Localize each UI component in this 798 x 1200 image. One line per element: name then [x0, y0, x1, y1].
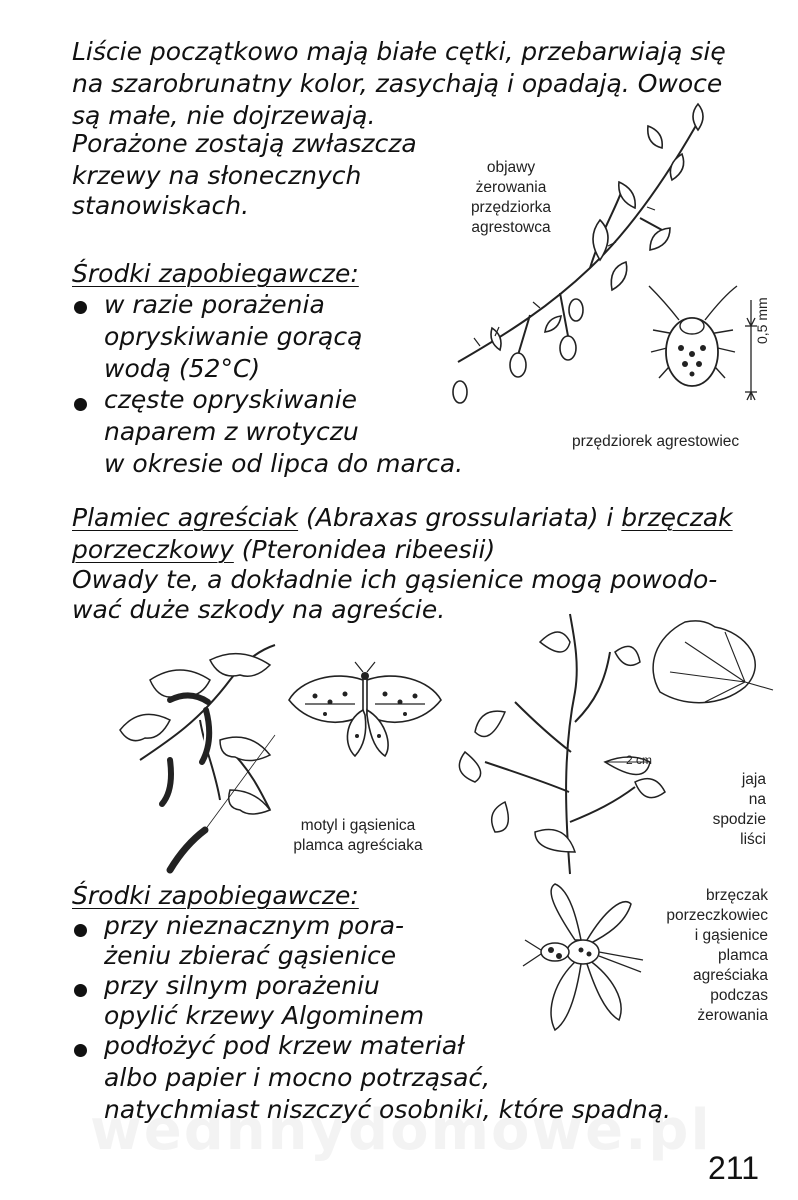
caption-moth: [280, 816, 436, 856]
pest-latin-2: (Pteronidea ribeesii): [233, 535, 496, 564]
caption-line: porzeczkowiec: [666, 907, 768, 924]
bullet-line: częste opryskiwanie: [104, 385, 358, 414]
intro-line: na szarobrunatny kolor, zasychają i opadają. Owoce: [72, 69, 723, 98]
bullet-line: opylić krzewy Algominem: [104, 1001, 425, 1030]
intro-line: Liście początkowo mają białe cętki, przebarwiają się: [72, 37, 726, 66]
bullet-dot: [74, 301, 87, 314]
pest-desc-line: Owady te, a dokładnie ich gąsienice mogą powodo-: [72, 565, 718, 594]
pest-latin-1: (Abraxas grossulariata) i: [298, 503, 622, 532]
caption-line: żerowania: [697, 1007, 768, 1024]
sawfly-illustration: [515, 880, 655, 1040]
bullet-dot: [74, 1044, 87, 1057]
caption-line: podczas: [710, 987, 768, 1004]
intro-line: Porażone zostają zwłaszcza: [72, 129, 417, 158]
bullet-line: podłożyć pod krzew materiał: [104, 1031, 465, 1060]
pest-names-line-1: [72, 502, 733, 534]
caption-mite-damage: [448, 158, 574, 238]
pest-desc-line: wać duże szkody na agreście.: [72, 595, 446, 624]
bullet-line: przy nieznacznym pora-: [104, 911, 405, 940]
caption-line: agreściaka: [693, 967, 768, 984]
intro-line: są małe, nie dojrzewają.: [72, 101, 376, 130]
pest-names-line-2: [72, 534, 495, 566]
bullet-dot: [74, 398, 87, 411]
mite-illustration: [645, 282, 745, 402]
caption-line: przędziorka: [470, 199, 552, 216]
bullet-line: żeniu zbierać gąsienice: [104, 941, 397, 970]
bullet-dot: [74, 924, 87, 937]
caption-sawfly: [640, 886, 768, 1026]
intro-line: krzewy na słonecznych: [72, 161, 362, 190]
scale-label: 0,5 mm: [754, 297, 770, 344]
bullet-dot: [74, 984, 87, 997]
bullet-line: opryskiwanie gorącą: [104, 322, 363, 351]
caption-line: brzęczak: [705, 887, 768, 904]
section-heading: Środki zapobiegawcze:: [72, 259, 359, 288]
moth-illustration: [285, 660, 445, 760]
intro-line: stanowiskach.: [72, 191, 250, 220]
caption-line: i gąsienice: [694, 927, 768, 944]
caption-line: jaja: [741, 771, 766, 788]
caption-line: plamca: [718, 947, 768, 964]
bullet-line: natychmiast niszczyć osobniki, które spadną.: [104, 1095, 672, 1124]
caption-line: spodzie: [712, 811, 766, 828]
caption-line: na: [748, 791, 766, 808]
bullet-line: w razie porażenia: [104, 290, 325, 319]
caption-line: plamca agreściaka: [293, 837, 423, 854]
caption-line: żerowania: [475, 179, 547, 196]
caption-line: liści: [740, 831, 766, 848]
caterpillar-branch-illustration: [110, 640, 300, 880]
pest-name-porzeczkowy: porzeczkowy: [72, 535, 234, 564]
page-number: 211: [708, 1150, 760, 1186]
watermark: [90, 1098, 712, 1163]
bullet-line: przy silnym porażeniu: [104, 971, 380, 1000]
scale-label-eggs: 2 cm: [626, 753, 653, 767]
pest-name-brzeczak: brzęczak: [621, 503, 733, 532]
bullet-line: naparem z wrotyczu: [104, 417, 359, 446]
caption-line: motyl i gąsienica: [300, 817, 416, 834]
caption-line: agrestowca: [471, 219, 551, 236]
bullet-line: albo papier i mocno potrząsać,: [104, 1063, 491, 1092]
caption-eggs: [700, 770, 766, 850]
pest-name-plamiec: Plamiec agreściak: [72, 503, 299, 532]
bullet-line: w okresie od lipca do marca.: [104, 449, 464, 478]
section-heading: Środki zapobiegawcze:: [72, 881, 359, 910]
caption-mite: przędziorek agrestowiec: [572, 433, 740, 450]
bullet-line: wodą (52°C): [104, 354, 261, 383]
caption-line: objawy: [486, 159, 536, 176]
